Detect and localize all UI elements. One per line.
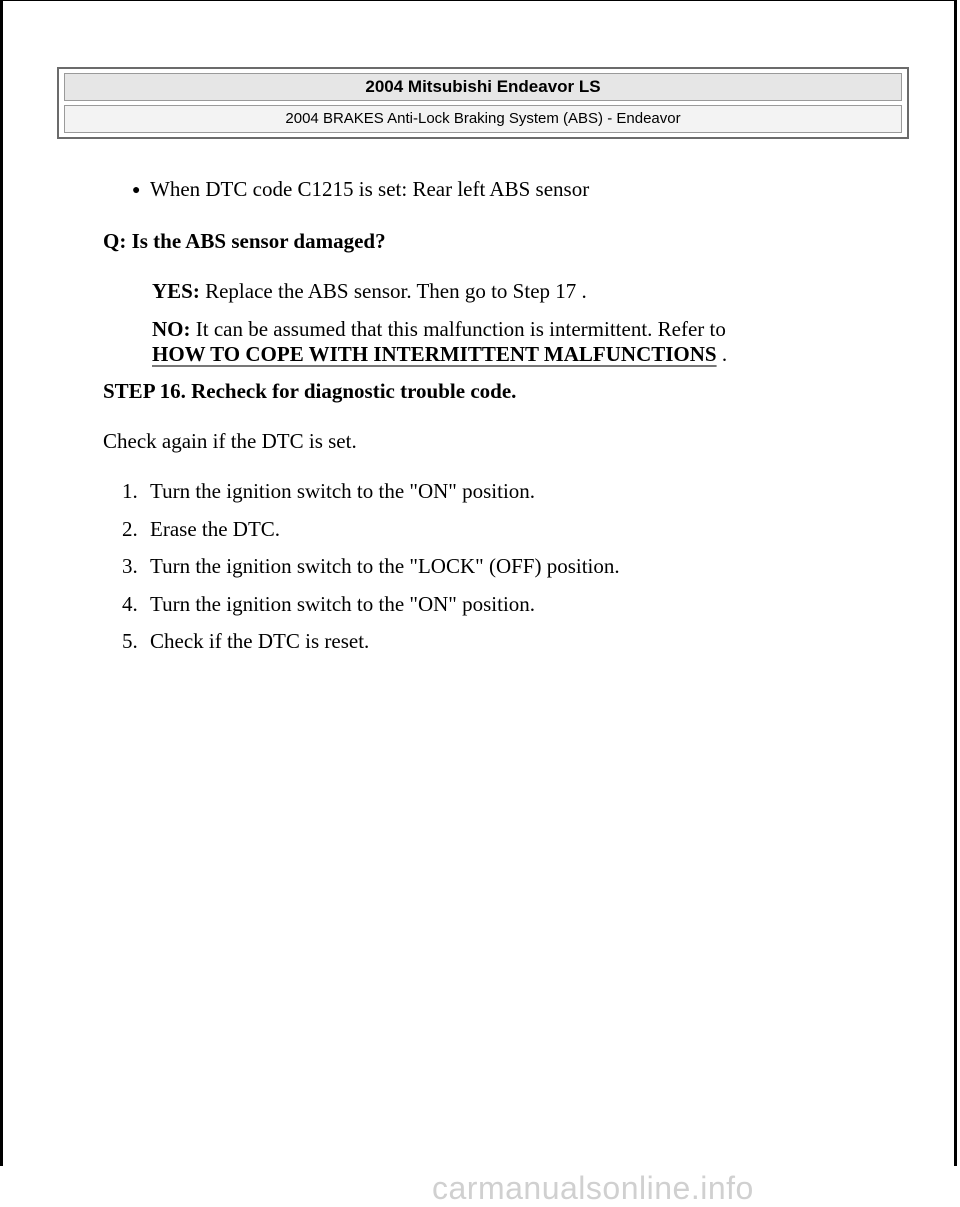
step-number: 5. <box>122 629 138 653</box>
step-item <box>122 553 620 579</box>
intro-text: Check again if the DTC is set. <box>103 429 357 453</box>
step-number: 1. <box>122 479 138 503</box>
yes-text: Replace the ABS sensor. Then go to Step 17 . <box>199 279 587 303</box>
document-header <box>57 67 909 139</box>
bullet-icon: ● <box>132 183 141 198</box>
step-text: Check if the DTC is reset. <box>150 629 370 653</box>
step-item <box>122 516 280 542</box>
yes-answer <box>152 278 587 304</box>
step-item <box>122 628 369 654</box>
no-answer <box>152 316 726 342</box>
step-text: Erase the DTC. <box>150 517 281 541</box>
no-tail: . <box>716 342 728 366</box>
step-item <box>122 478 535 504</box>
no-answer-continued <box>152 341 727 367</box>
yes-label: YES: <box>152 279 200 303</box>
step-number: 2. <box>122 517 138 541</box>
step-number: 3. <box>122 554 138 578</box>
header-title: 2004 Mitsubishi Endeavor LS <box>64 73 902 101</box>
watermark: carmanualsonline.info <box>432 1170 754 1206</box>
no-text: It can be assumed that this malfunction is intermittent. Refer to <box>190 317 726 341</box>
question-heading: Q: Is the ABS sensor damaged? <box>103 229 386 253</box>
step-text: Turn the ignition switch to the "ON" position. <box>150 592 536 616</box>
step-heading: STEP 16. Recheck for diagnostic trouble code. <box>103 379 517 403</box>
bullet-item: When DTC code C1215 is set: Rear left ABS sensor <box>150 177 590 201</box>
step-text: Turn the ignition switch to the "LOCK" (OFF) position. <box>150 554 620 578</box>
step-number: 4. <box>122 592 138 616</box>
no-label: NO: <box>152 317 191 341</box>
header-subtitle: 2004 BRAKES Anti-Lock Braking System (ABS) - Endeavor <box>64 105 902 133</box>
step-text: Turn the ignition switch to the "ON" position. <box>150 479 536 503</box>
intermittent-malfunctions-link[interactable]: HOW TO COPE WITH INTERMITTENT MALFUNCTIONS <box>152 342 717 366</box>
step-item <box>122 591 535 617</box>
